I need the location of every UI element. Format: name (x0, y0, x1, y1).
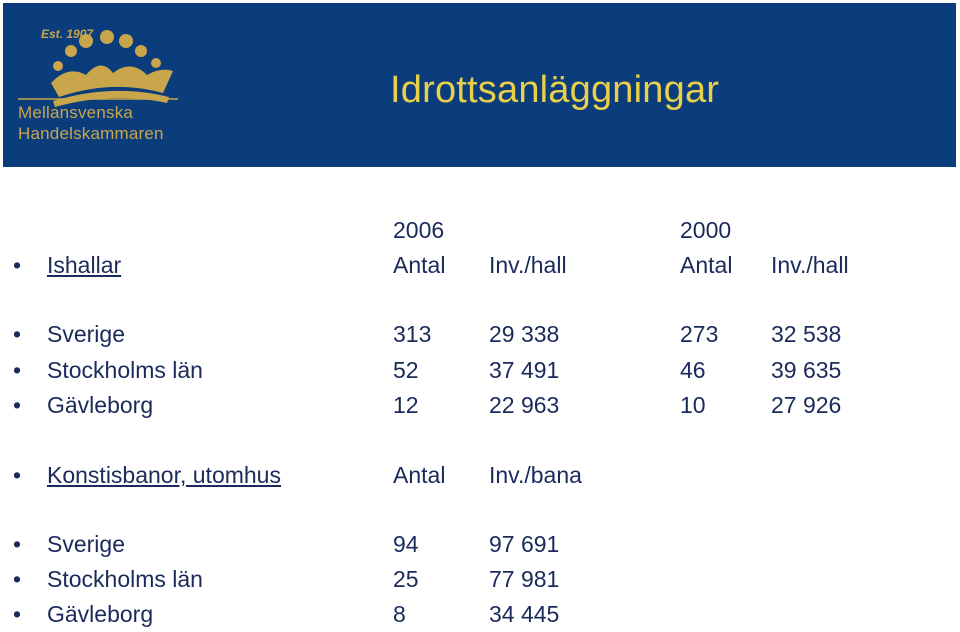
cell-value: 10 (680, 392, 706, 418)
row-label: Gävleborg (47, 601, 154, 627)
cell-value: 27 926 (771, 392, 842, 418)
bullet-icon: • (13, 357, 22, 383)
table-row (0, 564, 960, 594)
cell-value: 8 (393, 601, 406, 627)
row-label: Gävleborg (47, 392, 154, 418)
col-antal-2006: Antal (393, 252, 446, 278)
row-label: Stockholms län (47, 357, 203, 383)
table-row (0, 529, 960, 559)
year-2000: 2000 (680, 217, 732, 243)
row-label: Stockholms län (47, 566, 203, 592)
bullet-icon: • (13, 252, 22, 278)
bullet-icon: • (13, 566, 22, 592)
logo-name-line2: Handelskammaren (18, 124, 164, 143)
cell-value: 273 (680, 321, 719, 347)
cell-value: 29 338 (489, 321, 560, 347)
logo-est-text: Est. 1907 (41, 27, 94, 41)
konst-header-row (0, 460, 960, 490)
logo-name-line1: Mellansvenska (18, 103, 134, 122)
bullet-icon: • (13, 392, 22, 418)
cell-value: 22 963 (489, 392, 560, 418)
col-inv-hall-2000: Inv./hall (771, 252, 849, 278)
cell-value: 52 (393, 357, 419, 383)
col-inv-bana: Inv./bana (489, 462, 582, 488)
ishallar-heading: Ishallar (47, 252, 122, 278)
page-title: Idrottsanläggningar (390, 69, 720, 111)
bullet-icon: • (13, 462, 22, 488)
row-label: Sverige (47, 531, 125, 557)
cell-value: 313 (393, 321, 432, 347)
cell-value: 39 635 (771, 357, 842, 383)
cell-value: 34 445 (489, 601, 560, 627)
bullet-icon: • (13, 321, 22, 347)
cell-value: 12 (393, 392, 419, 418)
row-label: Sverige (47, 321, 125, 347)
table-row (0, 355, 960, 385)
col-antal: Antal (393, 462, 446, 488)
cell-value: 94 (393, 531, 419, 557)
table-row (0, 319, 960, 349)
year-2006: 2006 (393, 217, 445, 243)
bullet-icon: • (13, 601, 22, 627)
cell-value: 32 538 (771, 321, 842, 347)
cell-value: 25 (393, 566, 419, 592)
bullet-icon: • (13, 531, 22, 557)
col-antal-2000: Antal (680, 252, 733, 278)
cell-value: 97 691 (489, 531, 560, 557)
cell-value: 46 (680, 357, 706, 383)
cell-value: 37 491 (489, 357, 560, 383)
col-inv-hall-2006: Inv./hall (489, 252, 567, 278)
year-header-row (0, 215, 960, 245)
table-row (0, 599, 960, 629)
konst-heading: Konstisbanor, utomhus (47, 462, 281, 488)
cell-value: 77 981 (489, 566, 560, 592)
table-row (0, 390, 960, 420)
header-banner (3, 3, 956, 167)
ishallar-header-row (0, 250, 960, 280)
